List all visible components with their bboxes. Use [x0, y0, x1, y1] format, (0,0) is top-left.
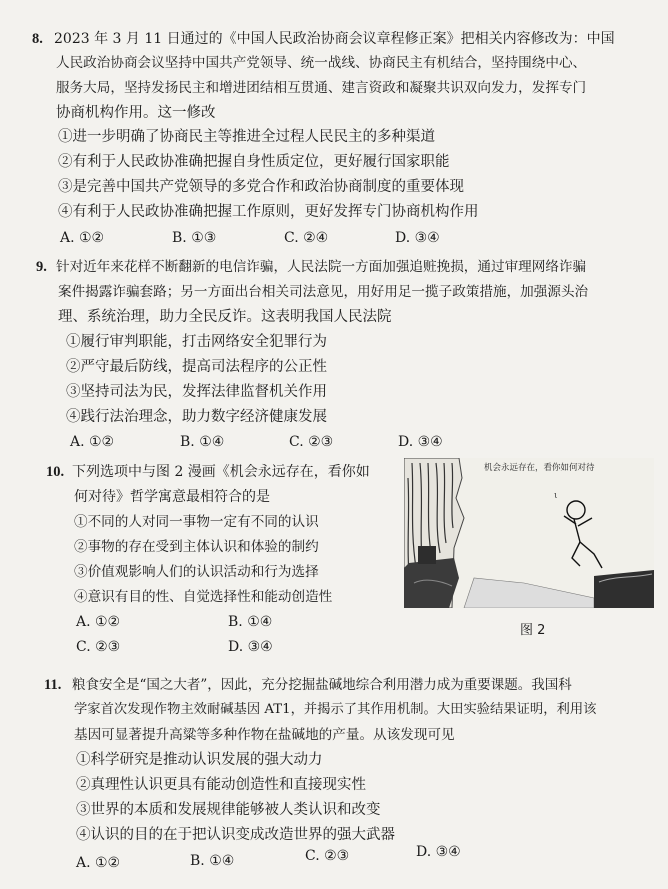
q10-choice-d: D. ③④ [228, 639, 273, 655]
q8-item-3: ③是完善中国共产党领导的多党合作和政治协商制度的重要体现 [58, 179, 464, 195]
q9-number: 9. [36, 259, 47, 275]
q8-choice-a: A. ①② [60, 230, 105, 246]
q8-stem-line-4: 协商机构作用。这一修改 [56, 105, 216, 121]
q8-choice-c: C. ②④ [284, 230, 329, 246]
q9-choice-c: C. ②③ [289, 434, 334, 450]
q11-item-1: ①科学研究是推动认识发展的强大动力 [76, 752, 323, 768]
q10-item-4: ④意识有目的性、自觉选择性和能动创造性 [74, 589, 333, 605]
q9-item-2: ②严守最后防线，提高司法程序的公正性 [66, 359, 327, 375]
q11-stem-line-2: 学家首次发现作物主效耐碱基因 AT1，并揭示了其作用机制。大田实验结果证明，利用该 [74, 702, 597, 717]
q8-item-2: ②有利于人民政协准确把握自身性质定位，更好履行国家职能 [58, 154, 450, 170]
q9-choice-d: D. ③④ [398, 434, 443, 450]
q10-number: 10. [46, 464, 65, 480]
q9-choice-a: A. ①② [70, 434, 115, 450]
q11-item-4: ④认识的目的在于把认识变成改造世界的强大武器 [76, 827, 395, 843]
q9-item-4: ④践行法治理念，助力数字经济健康发展 [66, 409, 327, 425]
q10-item-3: ③价值观影响人们的认识活动和行为选择 [74, 564, 319, 580]
q10-item-1: ①不同的人对同一事物一定有不同的认识 [74, 514, 319, 530]
figure-caption: 图 2 [520, 623, 546, 638]
q10-item-2: ②事物的存在受到主体认识和体验的制约 [74, 539, 319, 555]
cartoon-mark: ι [554, 491, 558, 501]
q8-stem-line-3: 服务大局，坚持发扬民主和增进团结相互贯通、建言资政和凝聚共识双向发力，发挥专门 [56, 80, 587, 96]
q9-stem-line-2: 案件揭露诈骗套路；另一方面出台相关司法意见，用好用足一揽子政策措施，加强源头治 [58, 284, 589, 300]
q8-choice-b: B. ①③ [172, 230, 217, 246]
q11-item-3: ③世界的本质和发展规律能够被人类认识和改变 [76, 802, 381, 818]
q11-number: 11. [44, 677, 62, 693]
q10-choice-c: C. ②③ [76, 639, 121, 655]
q11-item-2: ②真理性认识更具有能动创造性和直接现实性 [76, 777, 366, 793]
q9-item-1: ①履行审判职能，打击网络安全犯罪行为 [66, 334, 327, 350]
q8-choice-d: D. ③④ [395, 230, 440, 246]
q10-stem-line-2: 何对待》哲学寓意最相符合的是 [74, 489, 270, 505]
q11-choice-d: D. ③④ [416, 844, 461, 860]
q9-stem-line-3: 理、系统治理，助力全民反诈。这表明我国人民法院 [58, 309, 392, 325]
q9-item-3: ③坚持司法为民，发挥法律监督机关作用 [66, 384, 327, 400]
q9-stem-line-1: 针对近年来花样不断翻新的电信诈骗，人民法院一方面加强追赃挽损，通过审理网络诈骗 [56, 259, 587, 275]
q11-stem-line-1: 粮食安全是“国之大者”，因此，充分挖掘盐碱地综合利用潜力成为重要课题。我国科 [72, 677, 572, 693]
cartoon-figure [404, 458, 654, 608]
q10-stem-line-1: 下列选项中与图 2 漫画《机会永远存在，看你如 [72, 464, 370, 480]
q11-choice-b: B. ①④ [190, 853, 235, 869]
q11-stem-line-3: 基因可显著提升高粱等多种作物在盐碱地的产量。从该发现可见 [74, 727, 455, 743]
q11-choice-c: C. ②③ [305, 848, 350, 864]
q9-choice-b: B. ①④ [180, 434, 225, 450]
right-cliff [594, 570, 654, 608]
cartoon-title: 机会永远存在，看你如何对待 [484, 463, 595, 473]
q8-item-1: ①进一步明确了协商民主等推进全过程人民民主的多种渠道 [58, 129, 435, 145]
q8-number: 8. [32, 31, 43, 47]
q10-choice-a: A. ①② [76, 614, 121, 630]
q11-choice-a: A. ①② [76, 855, 121, 871]
q8-item-4: ④有利于人民政协准确把握工作原则，更好发挥专门协商机构作用 [58, 204, 479, 220]
q8-stem-line-2: 人民政治协商会议坚持中国共产党领导、统一战线、协商民主有机结合，坚持围绕中心、 [56, 55, 587, 71]
q8-stem-line-1: 2023 年 3 月 11 日通过的《中国人民政治协商会议章程修正案》把相关内容修改为：中国 [54, 31, 615, 47]
q10-choice-b: B. ①④ [228, 614, 273, 630]
